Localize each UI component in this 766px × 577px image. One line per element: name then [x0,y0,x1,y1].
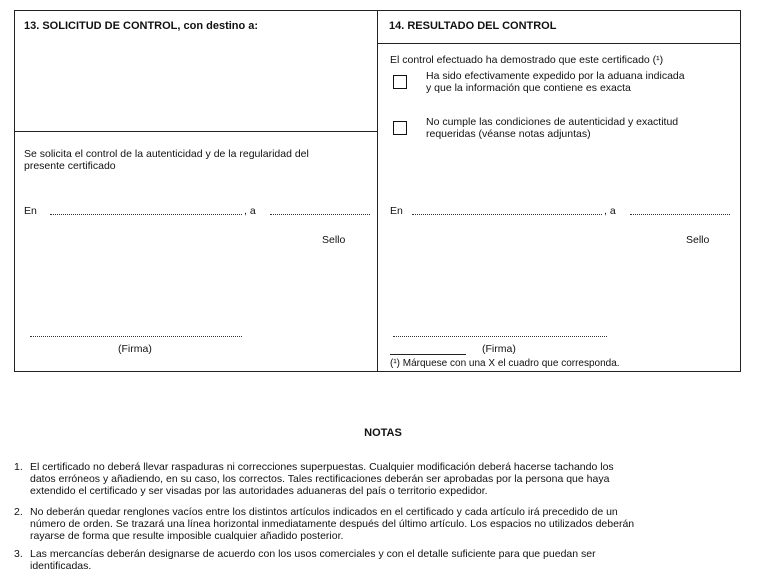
section13-signature-field[interactable] [30,336,242,337]
section14-firma-label: (Firma) [482,343,516,355]
section13-place-field[interactable] [50,214,242,215]
section13-a-label: , a [244,205,256,217]
footnote-rule [390,354,466,355]
notes-title: NOTAS [364,427,402,439]
note-line: número de orden. Se trazará una línea horizontal inmediatamente después del último artículo. Los espacios no utilizados deberán [30,518,635,530]
section13-date-field[interactable] [270,214,370,215]
note-line: extendido el certificado y ser visadas por las autoridades aduaneras del país o territorio expedidor. [30,485,488,497]
section13-en-label: En [24,205,37,217]
note-line: El certificado no deberá llevar raspaduras ni correcciones superpuestas. Cualquier modificación deberá hacerse tachando los [30,461,614,473]
section14-date-field[interactable] [630,214,730,215]
option1-line2: y que la información que contiene es exacta [426,82,631,94]
option1-checkbox[interactable] [393,75,407,89]
section13-title: 13. SOLICITUD DE CONTROL, con destino a: [24,20,259,32]
note-number: 2. [14,506,23,518]
note-line: Las mercancías deberán designarse de acuerdo con los usos comerciales y con el detalle suficiente para que puedan ser [30,548,596,560]
note-number: 3. [14,548,23,560]
section14-title-divider [377,43,741,44]
section14-footnote: (¹) Márquese con una X el cuadro que corresponda. [390,358,620,369]
option2-line2: requeridas (véanse notas adjuntas) [426,128,591,140]
section14-a-label: , a [604,205,616,217]
option2-line1: No cumple las condiciones de autenticidad y exactitud [426,116,679,128]
note-number: 1. [14,461,23,473]
note-item [14,506,744,542]
section13-firma-label: (Firma) [118,343,152,355]
section13-request-line1: Se solicita el control de la autenticidad y de la regularidad del [24,148,309,160]
section14-intro: El control efectuado ha demostrado que este certificado (¹) [390,54,664,66]
section13-sello-label: Sello [322,234,346,246]
note-line: No deberán quedar renglones vacíos entre los distintos artículos indicados en el certificado y cada artículo irá precedido de un [30,506,618,518]
note-item [14,548,744,572]
section14-sello-label: Sello [686,234,710,246]
note-line: datos erróneos y añadiendo, en su caso, los correctos. Tales rectificaciones deberán ser aprobadas por la persona que haya [30,473,610,485]
section14-title: 14. RESULTADO DEL CONTROL [389,20,557,32]
section14-en-label: En [390,205,403,217]
option2-checkbox[interactable] [393,121,407,135]
note-item [14,461,744,497]
note-line: identificadas. [30,560,92,572]
section14-signature-field[interactable] [393,336,607,337]
note-line: rayarse de forma que resulte imposible cualquier añadido posterior. [30,530,344,542]
section13-divider [14,131,378,132]
section14-place-field[interactable] [412,214,602,215]
column-divider [377,10,378,372]
section13-request-line2: presente certificado [24,160,116,172]
option1-line1: Ha sido efectivamente expedido por la aduana indicada [426,70,685,82]
